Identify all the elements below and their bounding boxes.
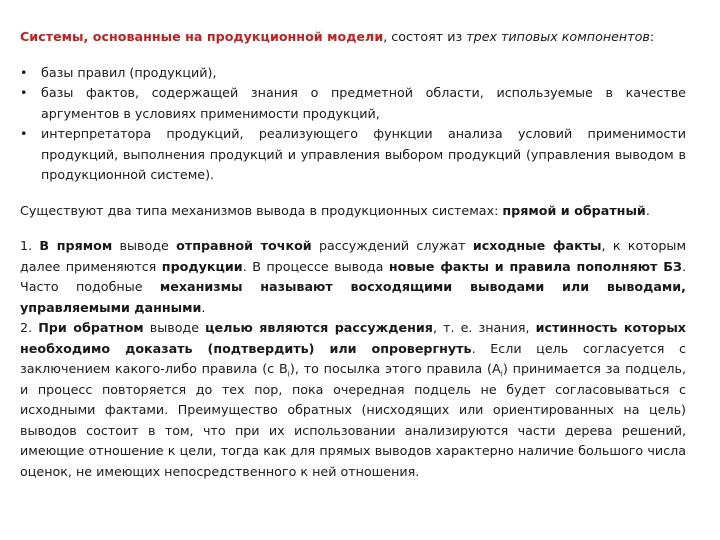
intro-colon: :: [649, 29, 655, 44]
intro-title: Системы, основанные на продукционной модели: [20, 29, 384, 44]
list-item: • базы правил (продукций),: [20, 63, 686, 84]
types-paragraph: Существуют два типа механизмов вывода в продукционных системах: прямой и обратный.: [20, 202, 650, 218]
direct-inference-paragraph: 1. В прямом выводе отправной точкой рассуждений служат исходные факты, к которым далее применяются продукции. В процессе вывода новые факты и правила пополняют БЗ. Часто подобные механизмы называют восходящими выводами или выводами, управляемыми данными.: [20, 238, 687, 315]
intro-text: , состоят из: [383, 29, 467, 44]
intro-paragraph: [20, 27, 686, 48]
components-list: [20, 63, 686, 186]
list-item: • базы фактов, содержащей знания о предметной области, используемые в качестве аргументов в условиях применимости продукций,: [20, 85, 686, 121]
reverse-inference-paragraph: 2. При обратном выводе целью являются рассуждения, т. е. знания, истинность которых необходимо доказать (подтвердить) или опровергнуть. Если цель согласуется с заключением какого-либо правила (с $B_i$), то посылка этого правила $(A_i)$ принимается за подцель, и процесс повторяется до тех пор, пока очередная подцель не будет согласовываться с исходными фактами. Преимущество обратных (нисходящих или ориентированных на цель) выводов состоит в том, что при их использовании анализируются части дерева решений, имеющие отношение к цели, тогда как для прямых выводов характерно наличие большого числа оценок, не имеющих непосредственного к ней отношения.: [20, 320, 687, 479]
bullet: •: [20, 85, 28, 100]
intro-italic: трех типовых компонентов: [466, 29, 650, 44]
types-bold: прямой и обратный: [502, 202, 646, 218]
bullet: •: [20, 126, 28, 141]
list-item: • интерпретатора продукций, реализующего функции анализа условий применимости продукций, выполнения продукций и управления выбором продукций (управления выводом в продукционной системе).: [20, 126, 686, 182]
bullet: •: [20, 64, 28, 80]
